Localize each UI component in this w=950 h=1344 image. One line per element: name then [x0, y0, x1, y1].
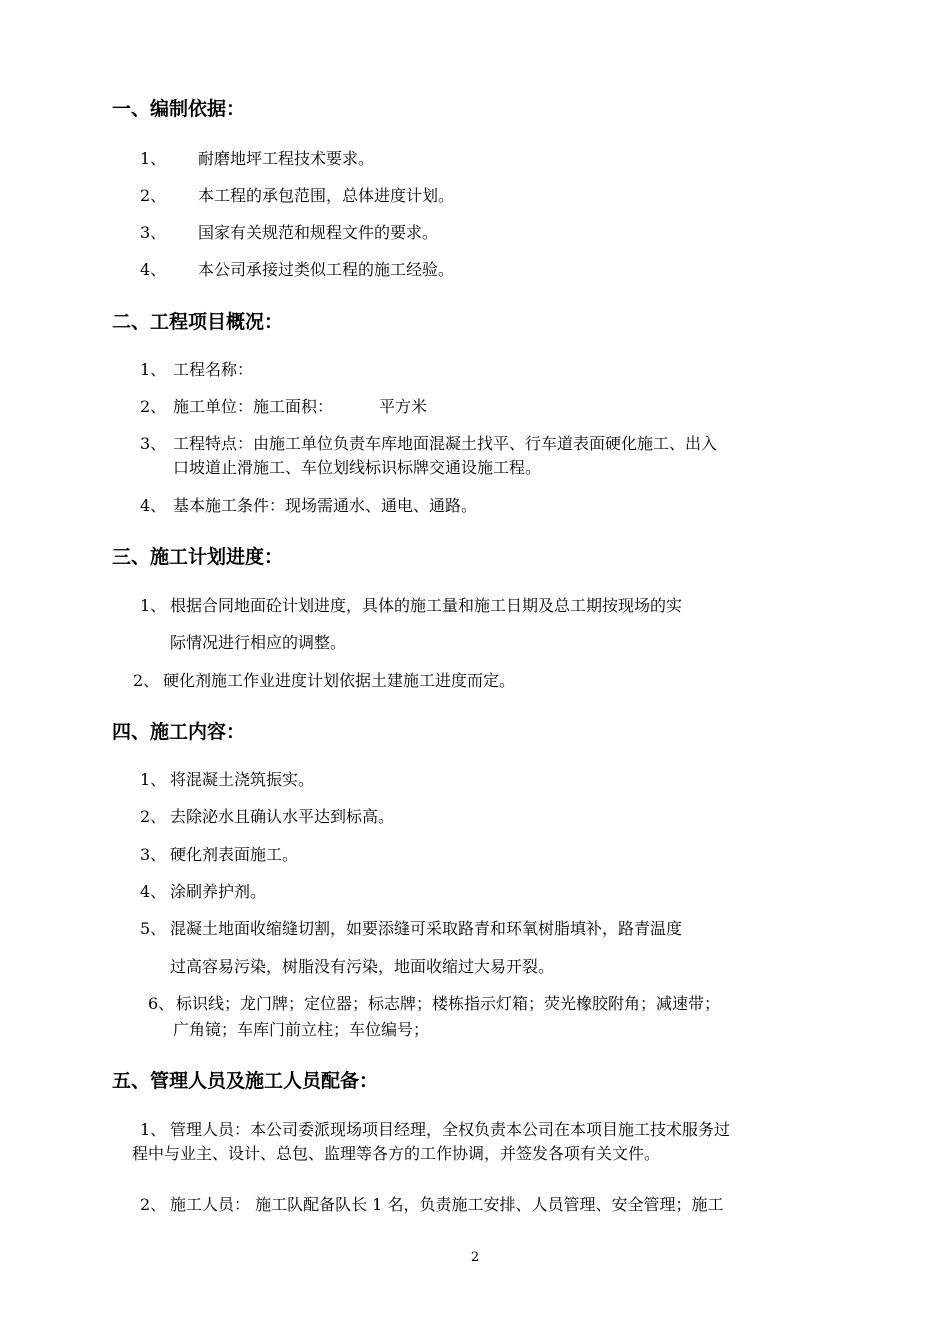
section-heading: 四、施工内容： — [112, 721, 246, 743]
list-item — [140, 843, 298, 867]
list-item — [140, 594, 682, 618]
item-text: 基本施工条件：现场需通水、通电、通路。 — [173, 496, 478, 515]
list-item-continuation: 际情况进行相应的调整。 — [170, 633, 347, 652]
item-number: 1、 — [140, 596, 167, 615]
item-text: 标识线；龙门牌；定位器；标志牌；楼栋指示灯箱；荧光橡胶附角；减速带； — [176, 994, 721, 1013]
item-number: 2、 — [133, 671, 160, 690]
item-text: 混凝土地面收缩缝切割，如要添缝可采取路青和环氧树脂填补，路青温度 — [170, 919, 683, 938]
list-item-continuation: 口坡道止滑施工、车位划线标识标牌交通设施工程。 — [173, 458, 542, 477]
item-text: 根据合同地面砼计划进度，具体的施工量和施工日期及总工期按现场的实 — [170, 596, 683, 615]
item-text: 国家有关规范和规程文件的要求。 — [198, 223, 439, 242]
list-item-continuation: 过高容易污染，树脂没有污染，地面收缩过大易开裂。 — [170, 957, 555, 976]
list-item — [140, 1193, 723, 1217]
item-number: 4、 — [140, 882, 167, 901]
item-number: 2、 — [140, 186, 167, 205]
item-text: 耐磨地坪工程技术要求。 — [198, 149, 375, 168]
list-item — [140, 917, 682, 941]
item-text: 本公司承接过类似工程的施工经验。 — [198, 260, 455, 279]
item-text: 工程特点：由施工单位负责车库地面混凝土找平、行车道表面硬化施工、出入 — [173, 434, 718, 453]
list-item — [140, 358, 253, 382]
item-number: 4、 — [140, 260, 167, 279]
list-item — [140, 768, 314, 792]
list-item — [140, 880, 266, 904]
item-number: 1、 — [140, 149, 167, 168]
item-number: 2、 — [140, 397, 167, 416]
item-number: 2、 — [140, 1195, 167, 1214]
item-text-unit: 平方米 — [379, 397, 428, 416]
item-number: 6、 — [148, 994, 175, 1013]
item-number: 3、 — [140, 223, 167, 242]
list-item — [140, 432, 717, 456]
item-number: 1、 — [140, 360, 167, 379]
item-number: 3、 — [140, 434, 167, 453]
item-number: 3、 — [140, 845, 167, 864]
page-number: 2 — [470, 1250, 480, 1265]
section-heading: 三、施工计划进度： — [112, 546, 284, 568]
list-item-continuation: 广角镜；车库门前立柱；车位编号； — [173, 1020, 430, 1039]
list-item-continuation: 程中与业主、设计、总包、监理等各方的工作协调，并签发各项有关文件。 — [132, 1144, 661, 1163]
section-heading: 二、工程项目概况： — [112, 311, 284, 333]
item-text: 施工单位：施工面积： — [173, 397, 334, 416]
list-item — [140, 494, 477, 518]
item-text: 管理人员：本公司委派现场项目经理，全权负责本公司在本项目施工技术服务过 — [170, 1120, 731, 1139]
section-heading: 一、编制依据： — [112, 98, 246, 120]
item-text: 施工人员： 施工队配备队长 1 名，负责施工安排、人员管理、安全管理；施工 — [170, 1195, 724, 1214]
item-text: 硬化剂施工作业进度计划依据土建施工进度而定。 — [163, 671, 516, 690]
list-item — [140, 221, 438, 245]
item-text: 本工程的承包范围，总体进度计划。 — [198, 186, 455, 205]
item-number: 2、 — [140, 807, 167, 826]
list-item — [133, 669, 515, 693]
item-text: 硬化剂表面施工。 — [170, 845, 299, 864]
list-item — [140, 1118, 730, 1142]
list-item — [148, 992, 720, 1016]
list-item — [140, 258, 454, 282]
item-number: 1、 — [140, 770, 167, 789]
item-text: 涂刷养护剂。 — [170, 882, 267, 901]
item-text: 去除泌水且确认水平达到标高。 — [170, 807, 395, 826]
list-item — [140, 184, 454, 208]
item-number: 4、 — [140, 496, 167, 515]
item-text: 将混凝土浇筑振实。 — [170, 770, 315, 789]
item-text: 工程名称： — [173, 360, 254, 379]
item-number: 1、 — [140, 1120, 167, 1139]
list-item — [140, 805, 394, 829]
list-item — [140, 147, 374, 171]
item-number: 5、 — [140, 919, 167, 938]
list-item — [140, 395, 427, 419]
section-heading: 五、管理人员及施工人员配备： — [112, 1070, 379, 1092]
